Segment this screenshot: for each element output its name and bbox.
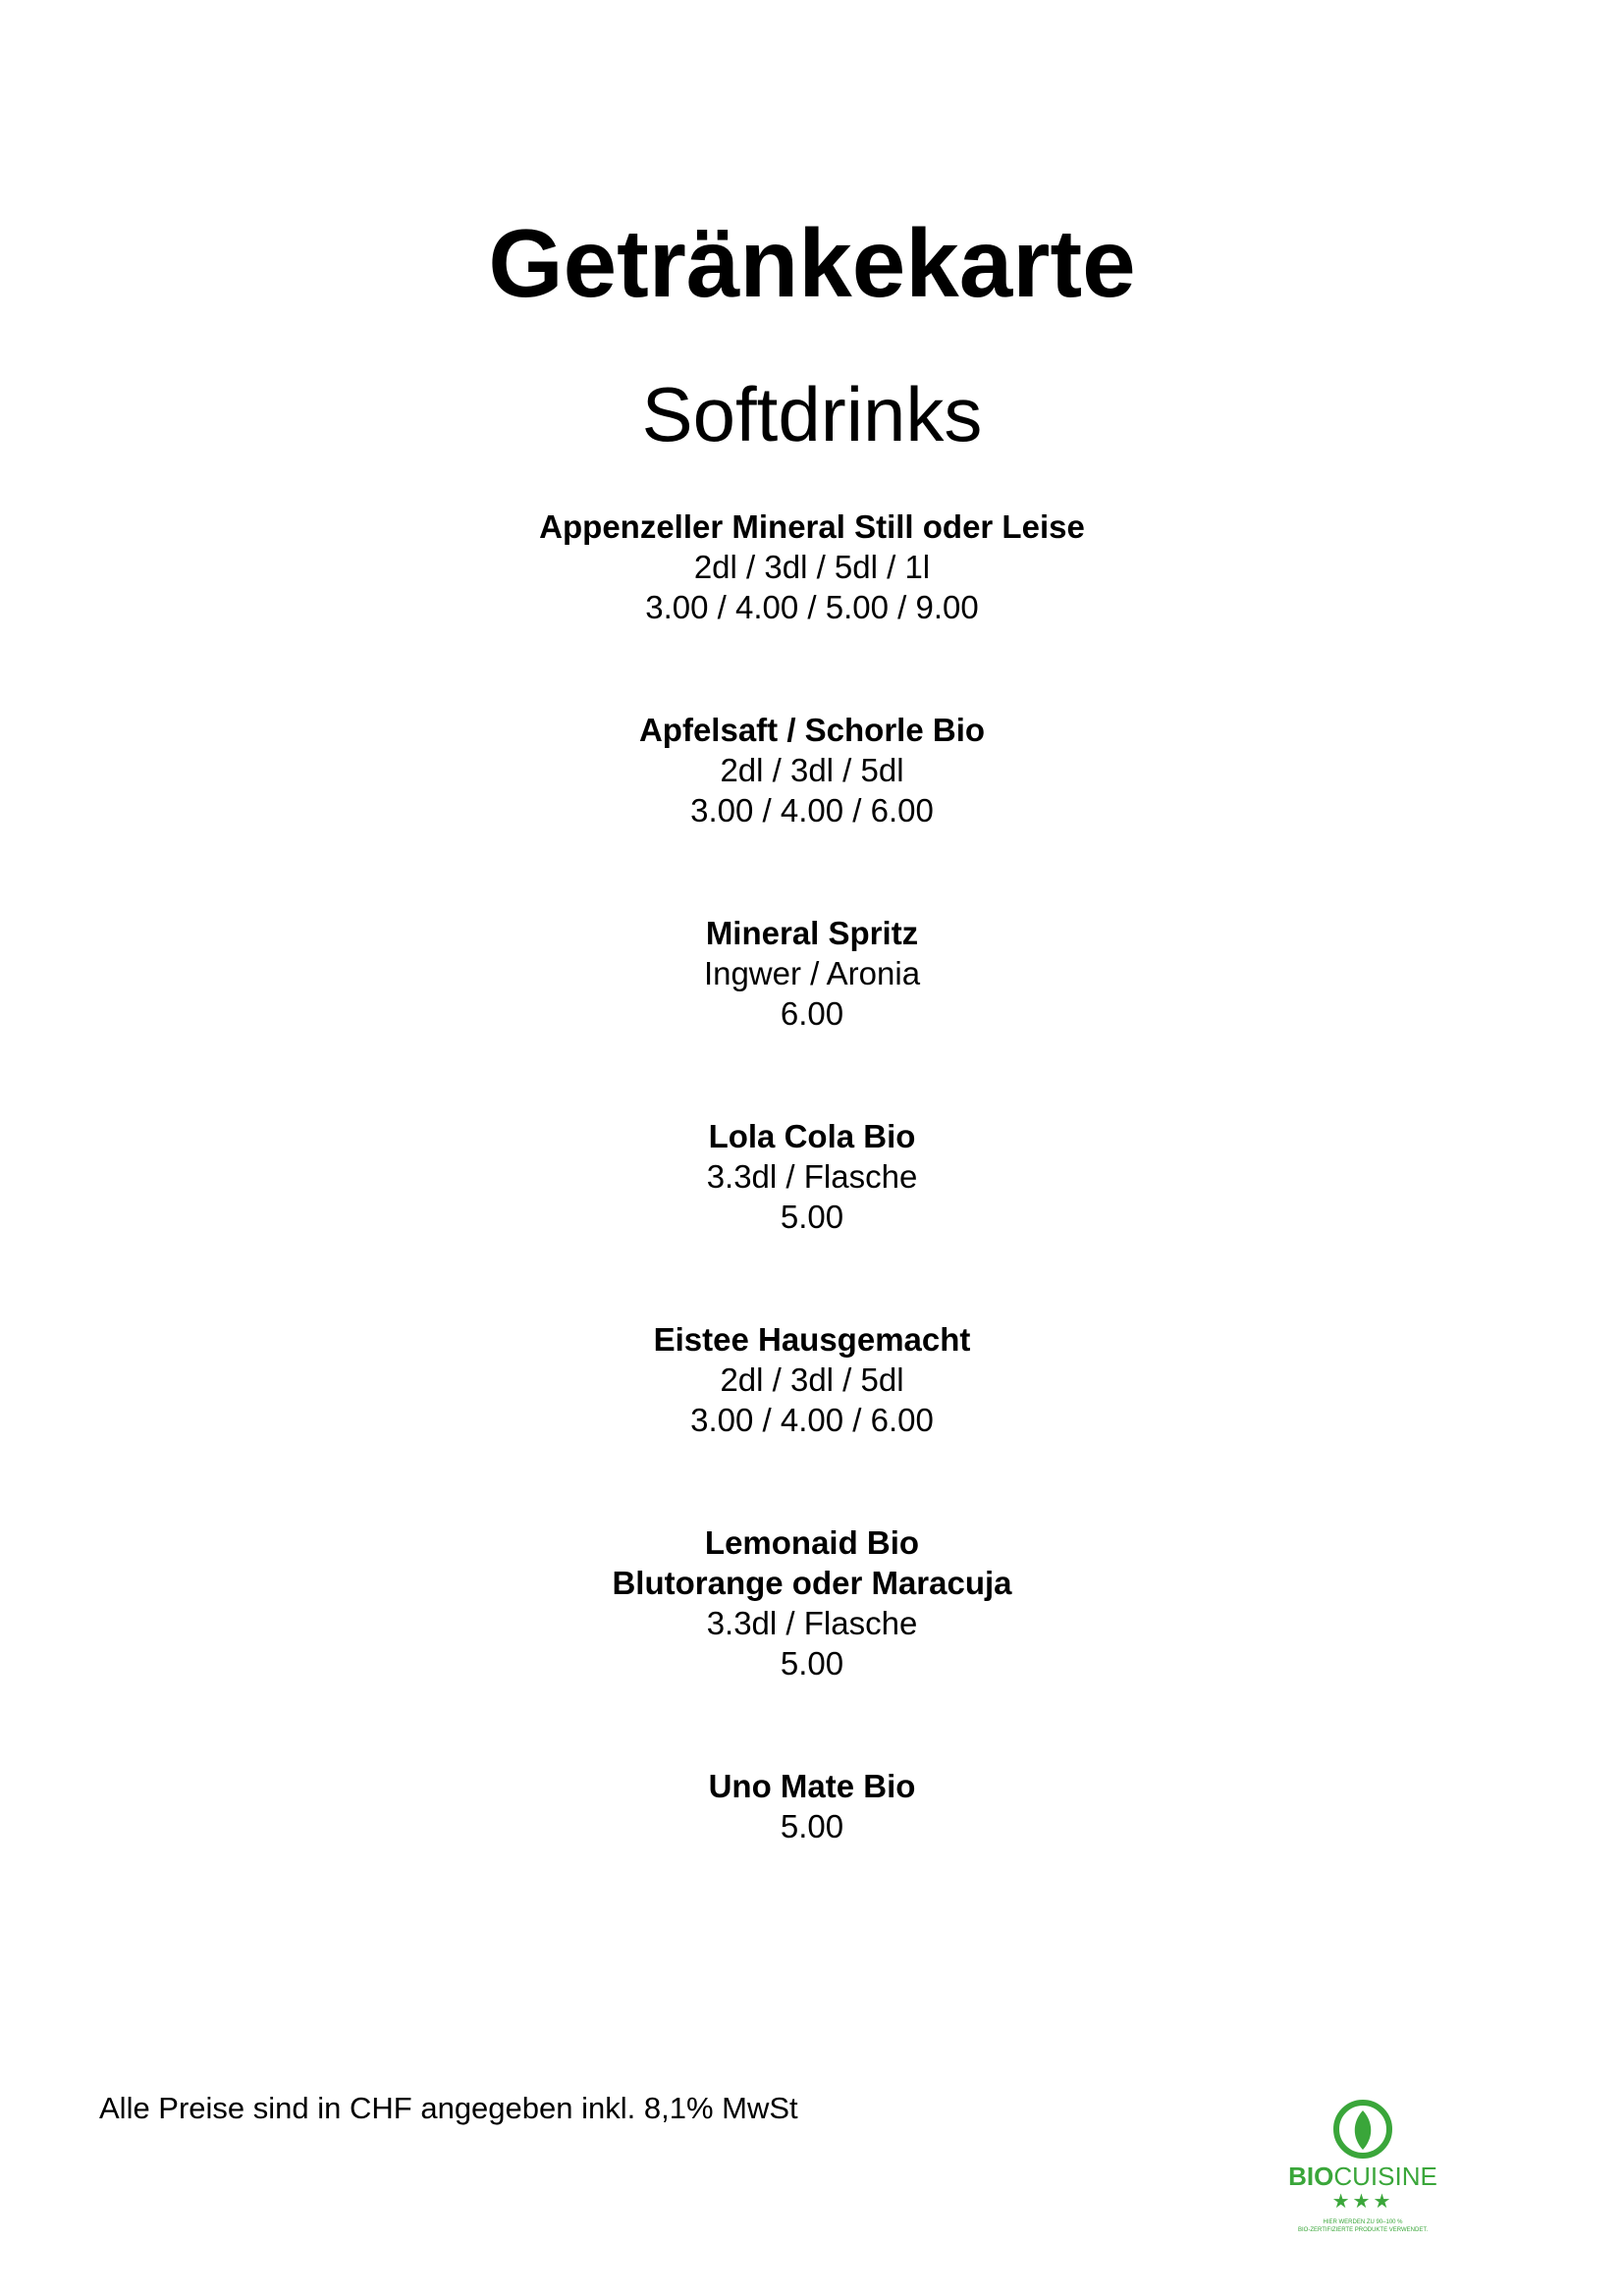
item-name: Appenzeller Mineral Still oder Leise [539, 508, 1085, 545]
logo-text-bio: BIO [1288, 2162, 1334, 2191]
item-sizes: 2dl / 3dl / 5dl [720, 752, 904, 788]
item-price: 5.00 [780, 1808, 844, 1844]
bio-cuisine-logo [1279, 2099, 1446, 2256]
menu-item-lemonaid [0, 1522, 1624, 1683]
item-price: 5.00 [780, 1199, 844, 1235]
item-name: Mineral Spritz [705, 915, 919, 951]
menu-item-lola-cola [0, 1116, 1624, 1237]
logo-text-cuisine: CUISINE [1333, 2162, 1437, 2191]
page-title: Getränkekarte [488, 209, 1136, 317]
logo-small-line1: HIER WERDEN ZU 90–100 % [1323, 2219, 1403, 2225]
menu-item-uno-mate [0, 1766, 1624, 1846]
item-price: 5.00 [780, 1645, 844, 1682]
item-flavours: Ingwer / Aronia [703, 955, 921, 991]
section-title: Softdrinks [641, 371, 983, 457]
logo-text [1279, 2162, 1446, 2191]
menu-item-appenzeller-mineral [0, 507, 1624, 627]
item-prices: 3.00 / 4.00 / 5.00 / 9.00 [645, 589, 979, 625]
item-variant: Blutorange oder Maracuja [612, 1565, 1012, 1601]
price-note: Alle Preise sind in CHF angegeben inkl. 8,1% MwSt [99, 2091, 798, 2125]
item-sizes: 2dl / 3dl / 5dl / 1l [693, 549, 931, 585]
item-prices: 3.00 / 4.00 / 6.00 [690, 792, 934, 828]
item-prices: 3.00 / 4.00 / 6.00 [690, 1402, 934, 1438]
item-sizes: 2dl / 3dl / 5dl [720, 1362, 904, 1398]
item-name: Lola Cola Bio [708, 1118, 916, 1154]
logo-stars: ★★★ [1331, 2191, 1394, 2213]
item-sizes: 3.3dl / Flasche [706, 1158, 918, 1195]
menu-item-apfelsaft-schorle [0, 710, 1624, 830]
menu-item-mineral-spritz [0, 913, 1624, 1034]
logo-small-line2: BIO-ZERTIFIZIERTE PRODUKTE VERWENDET. [1297, 2227, 1428, 2233]
bio-leaf-icon [1330, 2099, 1395, 2160]
item-price: 6.00 [780, 995, 844, 1032]
menu-item-eistee [0, 1319, 1624, 1440]
item-name: Eistee Hausgemacht [653, 1321, 971, 1358]
item-name: Apfelsaft / Schorle Bio [638, 712, 986, 748]
item-name: Lemonaid Bio [704, 1524, 920, 1561]
item-sizes: 3.3dl / Flasche [706, 1605, 918, 1641]
item-name: Uno Mate Bio [708, 1768, 916, 1804]
